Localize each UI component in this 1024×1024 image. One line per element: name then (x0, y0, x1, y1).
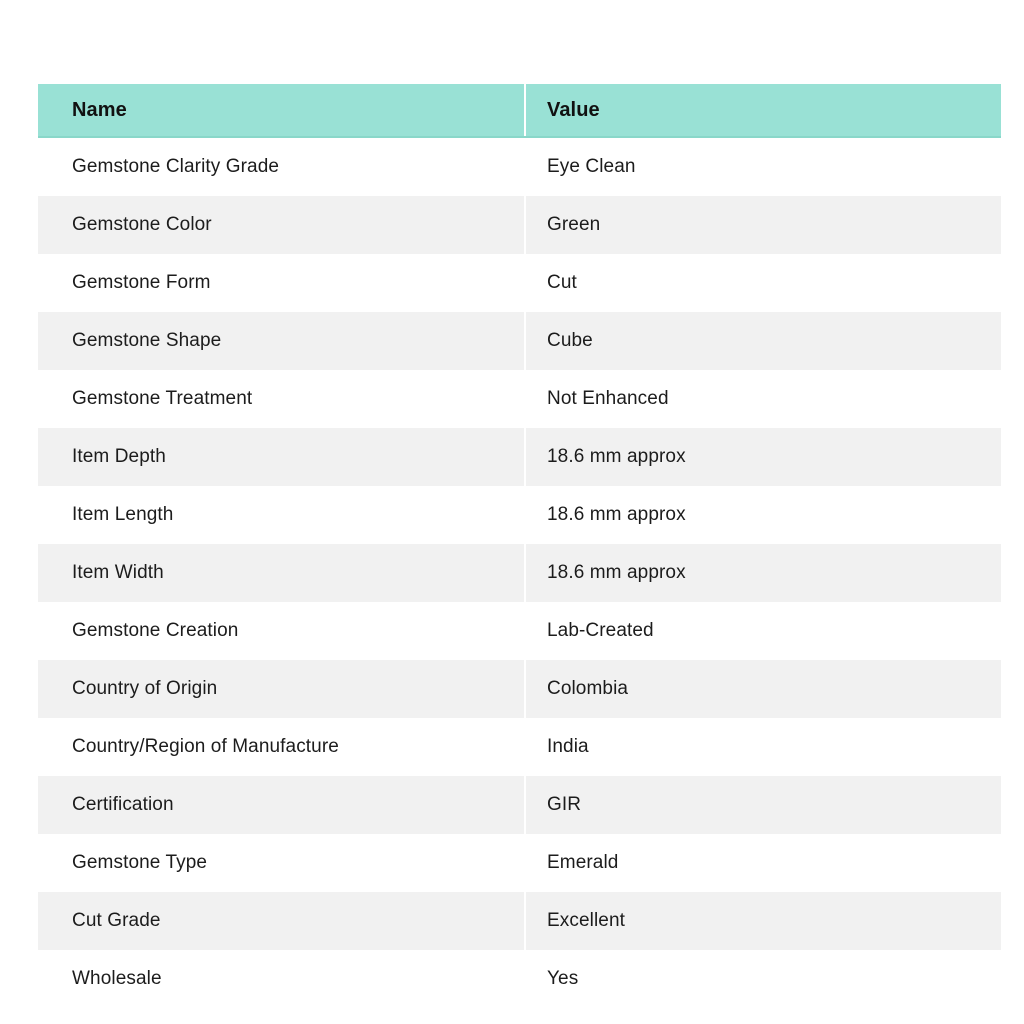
spec-value-cell: India (547, 736, 589, 757)
spec-name-cell: Item Depth (72, 446, 166, 467)
table-row (38, 544, 1001, 602)
spec-name-cell: Gemstone Form (72, 272, 211, 293)
table-row (38, 428, 1001, 486)
spec-value-cell: Not Enhanced (547, 388, 669, 409)
table-header-row (38, 84, 1001, 138)
table-row (38, 660, 1001, 718)
table-body (38, 138, 1001, 1008)
spec-value-cell: Cube (547, 330, 593, 351)
spec-name-cell: Wholesale (72, 968, 162, 989)
column-header-name: Name (72, 98, 127, 121)
spec-name-cell: Gemstone Treatment (72, 388, 253, 409)
spec-value-cell: 18.6 mm approx (547, 504, 686, 525)
spec-value-cell: Lab-Created (547, 620, 654, 641)
column-header-value: Value (547, 98, 600, 121)
spec-name-cell: Item Length (72, 504, 174, 525)
spec-value-cell: 18.6 mm approx (547, 562, 686, 583)
spec-name-cell: Certification (72, 794, 174, 815)
spec-value-cell: Excellent (547, 910, 625, 931)
table-row (38, 138, 1001, 196)
table-row (38, 486, 1001, 544)
spec-name-cell: Country/Region of Manufacture (72, 736, 339, 757)
spec-value-cell: Emerald (547, 852, 619, 873)
table-row (38, 892, 1001, 950)
spec-value-cell: Colombia (547, 678, 629, 699)
spec-value-cell: Eye Clean (547, 156, 636, 177)
table-row (38, 718, 1001, 776)
spec-name-cell: Item Width (72, 562, 164, 583)
spec-name-cell: Gemstone Color (72, 214, 212, 235)
spec-name-cell: Gemstone Clarity Grade (72, 156, 280, 177)
table-row (38, 370, 1001, 428)
spec-value-cell: Cut (547, 272, 577, 293)
spec-name-cell: Gemstone Creation (72, 620, 239, 641)
spec-value-cell: GIR (547, 794, 582, 815)
spec-name-cell: Country of Origin (72, 678, 218, 699)
table-row (38, 834, 1001, 892)
spec-value-cell: Yes (547, 968, 579, 989)
table-row (38, 602, 1001, 660)
spec-name-cell: Gemstone Shape (72, 330, 222, 351)
item-specifics-table (38, 84, 1001, 1008)
table-row (38, 254, 1001, 312)
spec-name-cell: Cut Grade (72, 910, 161, 931)
table-row (38, 776, 1001, 834)
table-row (38, 312, 1001, 370)
table-row (38, 196, 1001, 254)
spec-value-cell: 18.6 mm approx (547, 446, 686, 467)
table-row (38, 950, 1001, 1008)
spec-name-cell: Gemstone Type (72, 852, 208, 873)
spec-value-cell: Green (547, 214, 601, 235)
